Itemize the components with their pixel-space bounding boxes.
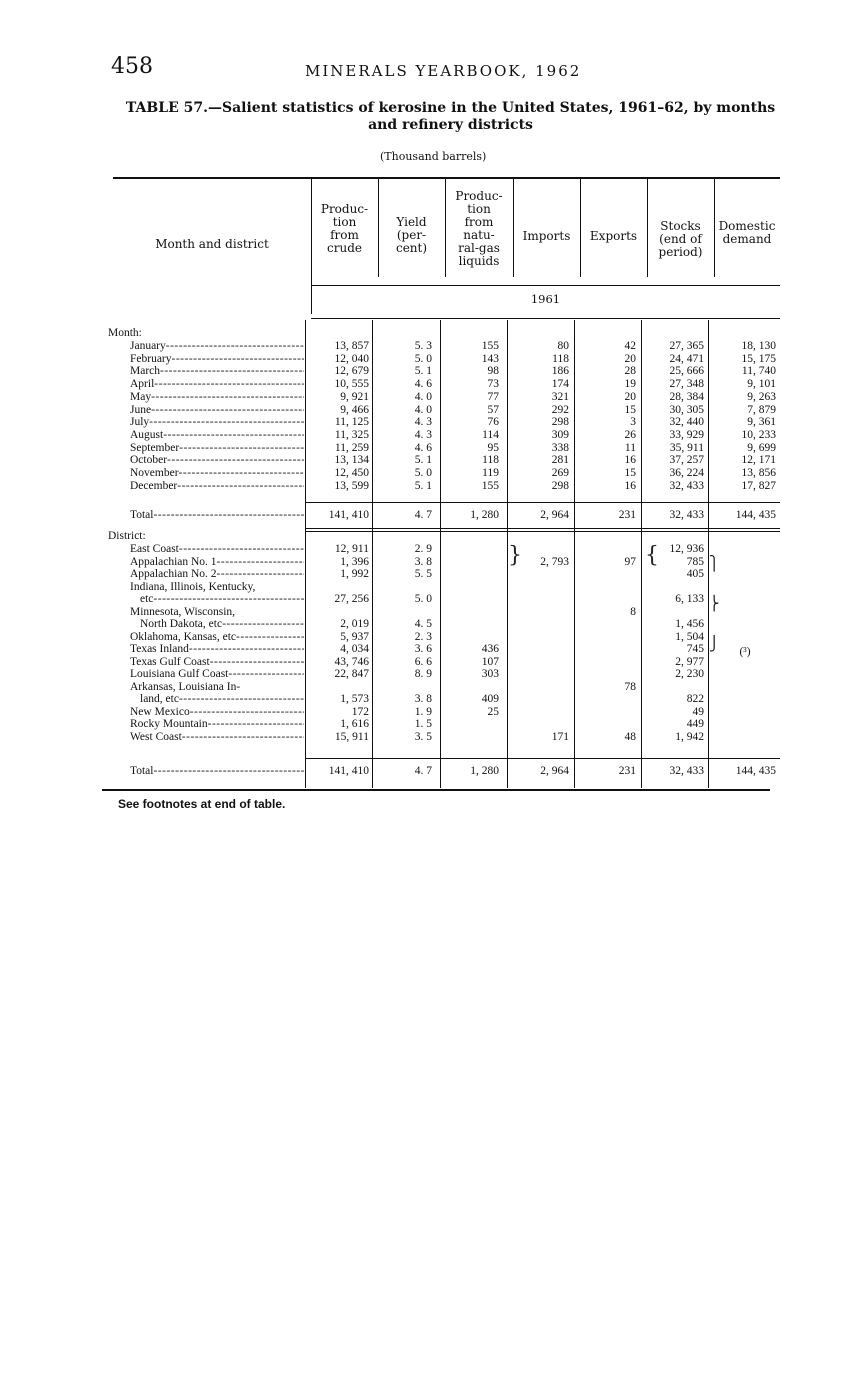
table-title-line2: and refinery districts [368,117,533,133]
row-label: November ----- [130,467,304,480]
row-label: etc ----- [140,593,304,606]
cell-demand: 9, 361 [747,416,776,429]
row-label: Louisiana Gulf Coast ----- [130,668,304,681]
table-row [108,543,780,556]
cell-yield: 5. 0 [414,467,432,479]
row-label: Appalachian No. 2 ----- [130,568,304,581]
header-yield: Yield (per- cent) [395,215,428,255]
cell-stocks: 2, 230 [675,668,704,680]
table-row [108,467,780,480]
cell-crude: 12, 450 [334,467,369,479]
cell-stocks: 6, 133 [675,593,704,605]
cell-stocks: 28, 384 [669,390,704,403]
cell-crude: 15, 911 [334,730,369,743]
table-row [108,718,780,731]
demand-brace-left: ⎫ ⎬ ⎭ [709,556,720,652]
table-title [118,100,783,134]
cell-ngl: 114 [482,428,499,441]
district-section-label: District: [108,530,146,542]
units-note: (Thousand barrels) [380,150,487,163]
cell-imports: 80 [557,340,569,352]
cell-yield: 1. 5 [414,718,432,730]
cell-exports: 15 [624,403,636,416]
cell-demand: 12, 171 [741,454,776,467]
row-label: May ----- [130,391,304,404]
header-month-district: Month and district [155,237,269,251]
table-row [108,429,780,442]
row-label: March ----- [130,365,304,378]
cell-yield: 5. 5 [414,568,432,580]
stocks-brace: { [645,543,659,568]
cell-crude: 1, 616 [340,718,369,730]
cell-stocks: 785 [686,555,704,568]
cell-stocks: 24, 471 [669,352,704,365]
table-row [108,631,780,644]
row-label: East Coast ----- [130,543,304,556]
row-label: December ----- [130,480,304,493]
table-top-rule [113,177,780,179]
header-production-ngl: Produc- tion from natu- ral-gas liquids [455,189,503,268]
cell-yield: 3. 6 [414,643,432,655]
cell-imports: 2, 793 [540,555,569,568]
cell-demand: 13, 856 [741,467,776,479]
cell-exports: 26 [624,428,636,441]
cell-yield: 4. 6 [414,378,432,391]
cell-yield: 1. 9 [414,705,432,718]
row-label: West Coast ----- [130,731,304,744]
row-label: Oklahoma, Kansas, etc ----- [130,631,304,644]
cell-stocks: 36, 224 [669,467,704,479]
cell-crude: 9, 921 [340,390,369,403]
cell-imports: 321 [551,390,569,403]
cell-crude: 13, 599 [334,479,369,492]
cell-yield: 3. 8 [414,555,432,568]
cell-ngl: 155 [481,340,499,352]
table-row [108,593,780,606]
table-row [108,340,780,353]
cell-exports: 48 [624,730,636,743]
cell-yield: 5. 0 [414,593,432,605]
cell-stocks: 27, 365 [669,340,704,352]
cell-exports: 97 [624,555,636,568]
table-row [108,391,780,404]
cell-ngl: 143 [481,352,499,365]
cell-crude: 11, 259 [334,441,369,454]
cell-yield: 2. 3 [414,630,432,643]
cell-stocks: 25, 666 [669,365,704,378]
cell-ngl: 73 [487,378,499,391]
cell-ngl: 76 [487,416,499,429]
row-label: January ----- [130,340,304,353]
cell-stocks: 1, 504 [675,630,704,643]
cell-crude: 12, 911 [334,543,369,555]
table-row [108,353,780,366]
cell-stocks: 2, 977 [675,655,704,668]
cell-yield: 4. 0 [414,390,432,403]
cell-crude: 9, 466 [340,403,369,416]
header-exports: Exports [589,229,638,243]
row-label: Minnesota, Wisconsin, [130,605,236,618]
cell-stocks: 32, 433 [669,479,704,492]
cell-ngl: 107 [481,655,499,668]
cell-yield: 5. 0 [414,352,432,365]
row-label: Rocky Mountain ----- [130,718,304,731]
table-row [108,568,780,581]
row-label: land, etc ----- [140,693,304,706]
cell-ngl: 436 [481,643,499,655]
cell-exports: 16 [624,479,636,492]
cell-demand: 9, 699 [747,441,776,454]
row-label: Appalachian No. 1 ----- [130,556,304,569]
cell-yield: 5. 1 [414,454,432,467]
cell-yield: 4. 6 [414,441,432,454]
month-section-label: Month: [108,327,142,339]
cell-crude: 12, 679 [334,365,369,378]
cell-demand: 17, 827 [741,479,776,492]
table-row [108,365,780,378]
cell-yield: 6. 6 [414,655,432,668]
cell-yield: 2. 9 [414,543,432,555]
page-number: 458 [111,54,153,79]
table-row [108,706,780,719]
cell-stocks: 35, 911 [669,441,704,454]
cell-crude: 22, 847 [334,668,369,680]
cell-yield: 4. 0 [414,403,432,416]
month-total-top-rule [305,502,780,503]
table-row [108,416,780,429]
cell-ngl: 77 [487,390,499,403]
month-total-row: Total ----- 141, 410 4. 7 1, 280 2, 964 231 32, 433 144, 435 [108,509,780,522]
row-label: August ----- [130,429,304,442]
table-row [108,480,780,493]
cell-crude: 13, 857 [334,340,369,352]
table-row [108,556,780,569]
cell-exports: 78 [624,680,636,693]
cell-stocks: 49 [692,705,704,718]
header-year: 1961 [530,292,561,306]
table-row [108,731,780,744]
cell-imports: 298 [551,416,569,429]
cell-exports: 19 [624,378,636,391]
cell-demand: 10, 233 [741,428,776,441]
header-bottom-rule [311,318,780,319]
cell-ngl: 98 [487,365,499,378]
cell-exports: 28 [624,365,636,378]
cell-ngl: 303 [481,668,499,680]
table-row [108,404,780,417]
cell-imports: 171 [551,730,569,743]
table-row [108,442,780,455]
header-domestic-demand: Domestic demand [718,219,776,246]
cell-imports: 118 [552,352,569,365]
cell-stocks: 405 [686,568,704,580]
table-row [108,454,780,467]
cell-stocks: 30, 305 [669,403,704,416]
cell-imports: 269 [551,467,569,479]
cell-ngl: 119 [482,467,499,479]
cell-demand: 11, 740 [741,365,776,378]
cell-crude: 1, 396 [340,555,369,568]
cell-crude: 4, 034 [340,643,369,655]
cell-demand: 9, 263 [747,390,776,403]
table-row [108,606,780,619]
cell-stocks: 12, 936 [669,543,704,555]
table-row [108,693,780,706]
cell-crude: 172 [351,705,369,718]
running-head: MINERALS YEARBOOK, 1962 [305,62,582,80]
cell-imports: 174 [551,378,569,391]
row-label: June ----- [130,404,304,417]
cell-exports: 20 [624,352,636,365]
table-row [108,581,780,594]
header-production-crude: Produc- tion from crude [320,202,369,255]
cell-crude: 13, 134 [334,454,369,467]
row-label: Texas Gulf Coast ----- [130,656,304,669]
cell-imports: 292 [551,403,569,416]
cell-exports: 42 [624,340,636,352]
table-title-line1: TABLE 57.—Salient statistics of kerosine in the United States, 1961–62, by months [125,100,776,116]
imports-brace: } [508,543,522,568]
cell-ngl: 409 [481,693,499,705]
district-total-row: Total ----- 141, 410 4. 7 1, 280 2, 964 231 32, 433 144, 435 [108,765,780,778]
header-imports: Imports [522,229,571,243]
row-label: Arkansas, Louisiana In- [130,680,241,693]
cell-ngl: 155 [481,479,499,492]
row-label: February ----- [130,353,304,366]
cell-stocks: 1, 942 [675,730,704,743]
cell-demand: 7, 879 [747,403,776,416]
table-bottom-rule [102,789,770,791]
cell-imports: 281 [551,454,569,467]
row-label: New Mexico ----- [130,706,304,719]
cell-exports: 20 [624,390,636,403]
cell-demand: 18, 130 [741,340,776,352]
cell-yield: 4. 5 [414,618,432,630]
cell-demand: 9, 101 [747,378,776,391]
cell-stocks: 1, 456 [675,618,704,630]
row-label: Texas Inland ----- [130,643,304,656]
district-demand-note: (³) [739,646,751,658]
cell-ngl: 95 [487,441,499,454]
cell-yield: 3. 5 [414,730,432,743]
cell-crude: 1, 573 [340,693,369,705]
cell-yield: 4. 3 [414,428,432,441]
cell-stocks: 27, 348 [669,378,704,391]
cell-ngl: 118 [482,454,499,467]
row-label: North Dakota, etc ----- [140,618,304,631]
table-row [108,681,780,694]
cell-yield: 5. 1 [414,365,432,378]
cell-stocks: 745 [686,643,704,655]
footnote: See footnotes at end of table. [118,797,286,811]
cell-imports: 309 [551,428,569,441]
cell-stocks: 449 [686,718,704,730]
cell-crude: 27, 256 [334,593,369,605]
cell-exports: 16 [624,454,636,467]
cell-crude: 43, 746 [334,655,369,668]
row-label: Indiana, Illinois, Kentucky, [130,580,256,593]
cell-crude: 5, 937 [340,630,369,643]
cell-exports: 11 [624,441,636,454]
cell-demand: 15, 175 [741,352,776,365]
row-label: April ----- [130,378,304,391]
cell-crude: 1, 992 [340,568,369,580]
header-stocks: Stocks (end of period) [658,219,703,259]
cell-crude: 11, 325 [334,428,369,441]
cell-crude: 11, 125 [334,416,369,429]
header-divider [513,179,514,277]
cell-stocks: 822 [686,693,704,705]
cell-yield: 3. 8 [414,693,432,705]
cell-ngl: 25 [487,705,499,718]
cell-crude: 2, 019 [340,618,369,630]
table-row [108,618,780,631]
cell-crude: 10, 555 [334,378,369,391]
cell-exports: 15 [624,467,636,479]
cell-ngl: 57 [487,403,499,416]
cell-yield: 4. 3 [414,416,432,429]
cell-crude: 12, 040 [334,352,369,365]
cell-imports: 298 [551,479,569,492]
row-label: October ----- [130,454,304,467]
cell-stocks: 32, 440 [669,416,704,429]
cell-yield: 5. 1 [414,479,432,492]
cell-stocks: 33, 929 [669,428,704,441]
cell-exports: 8 [630,605,636,618]
row-label: September ----- [130,442,304,455]
cell-yield: 8. 9 [414,668,432,680]
cell-imports: 338 [551,441,569,454]
cell-stocks: 37, 257 [669,454,704,467]
district-total-top-rule [305,758,780,759]
cell-imports: 186 [551,365,569,378]
cell-yield: 5. 3 [414,340,432,352]
cell-exports: 3 [630,416,636,429]
table-row [108,378,780,391]
header-divider [580,179,581,277]
month-total-double-rule [305,528,780,529]
row-label: July ----- [130,416,304,429]
table-row [108,668,780,681]
header-year-rule [311,285,780,286]
